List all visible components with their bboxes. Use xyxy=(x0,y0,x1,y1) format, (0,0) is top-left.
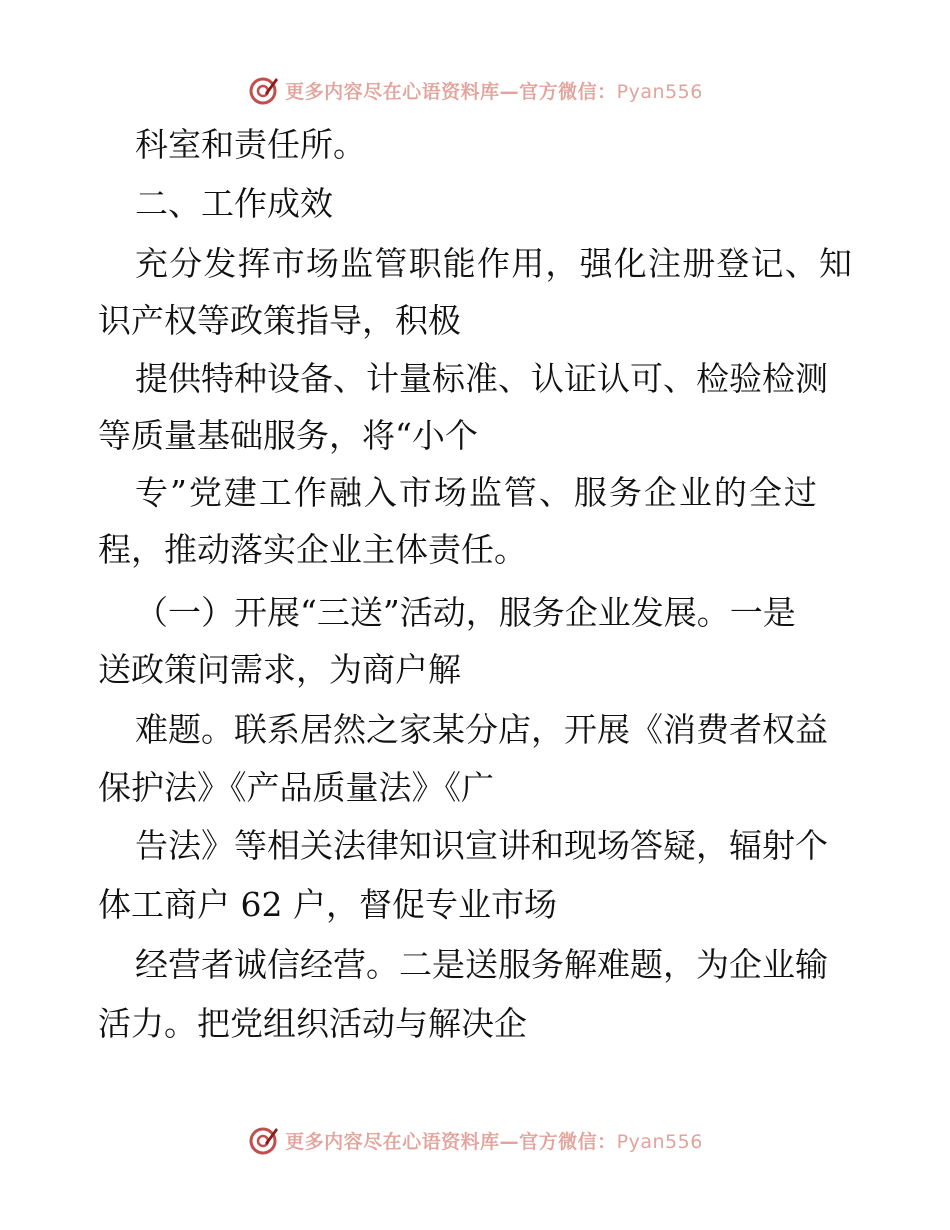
paragraph-line: 充分发挥市场监管职能作用，强化注册登记、知 xyxy=(135,244,854,283)
footer-watermark xyxy=(0,1120,950,1160)
watermark-text: 更多内容尽在心语资料库—官方微信：Pyan556 xyxy=(285,1130,703,1153)
paragraph-line: 程，推动落实企业主体责任。 xyxy=(98,530,527,569)
brush-logo-icon xyxy=(247,1124,279,1156)
subsection-heading: （一）开展“三送”活动，服务企业发展。一是 xyxy=(135,593,796,632)
paragraph-line: 经营者诚信经营。二是送服务解难题，为企业输 xyxy=(135,945,828,984)
paragraph-line: 告法》等相关法律知识宣讲和现场答疑，辐射个 xyxy=(135,826,828,865)
paragraph-line: 送政策问需求，为商户解 xyxy=(98,650,461,689)
header-watermark xyxy=(0,70,950,110)
brush-logo-icon xyxy=(247,74,279,106)
paragraph-line: 保护法》《产品质量法》《广 xyxy=(98,768,494,807)
paragraph-line: 活力。把党组织活动与解决企 xyxy=(98,1004,527,1043)
paragraph-line: 体工商户 62 户，督促专业市场 xyxy=(98,885,557,924)
watermark-text: 更多内容尽在心语资料库—官方微信：Pyan556 xyxy=(285,80,703,103)
paragraph-line: 难题。联系居然之家某分店，开展《消费者权益 xyxy=(135,710,828,749)
paragraph-line: 提供特种设备、计量标准、认证认可、检验检测 xyxy=(135,359,828,398)
paragraph-line: 等质量基础服务，将“小个 xyxy=(98,416,478,455)
section-heading: 二、工作成效 xyxy=(135,184,333,223)
paragraph-line: 科室和责任所。 xyxy=(135,125,366,164)
paragraph-line: 识产权等政策指导，积极 xyxy=(98,301,461,340)
paragraph-line: 专”党建工作融入市场监管、服务企业的全过 xyxy=(135,473,819,512)
